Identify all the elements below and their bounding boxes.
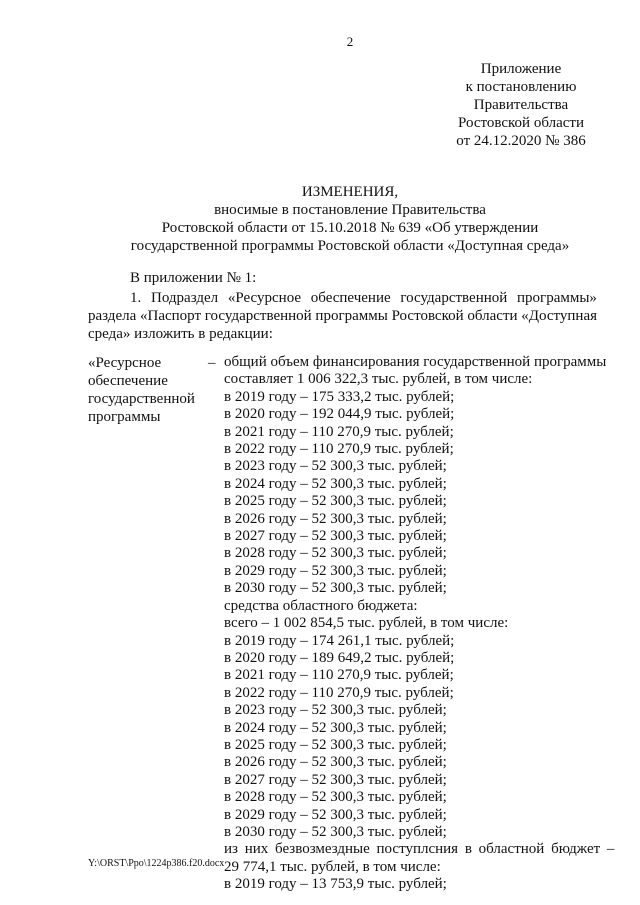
year-line: в 2021 году – 110 270,9 тыс. рублей;: [224, 667, 454, 684]
grants-line: 29 774,1 тыс. рублей, в том числе:: [224, 858, 441, 875]
year-line: в 2022 году – 110 270,9 тыс. рублей;: [224, 684, 454, 701]
resource-label-line: государственной: [88, 391, 195, 407]
year-line: в 2023 году – 52 300,3 тыс. рублей;: [224, 458, 447, 475]
resource-label: [88, 354, 208, 426]
file-path-footer: Y:\ORST\Ppo\1224p386.f20.docx: [88, 858, 225, 869]
appendix-line: Ростовской области: [458, 115, 584, 131]
year-line: в 2021 году – 110 270,9 тыс. рублей;: [224, 423, 454, 440]
item-1-paragraph: [88, 289, 612, 343]
year-line: в 2029 году – 52 300,3 тыс. рублей;: [224, 562, 447, 579]
grants-line: из них безвозмездные поступлсния в областной бюджет –: [224, 841, 615, 858]
appendix-line: Приложение: [480, 61, 562, 77]
total-funding-line: общий объем финансирования государственной программы: [224, 354, 607, 370]
appendix-line: от 24.12.2020 № 386: [456, 133, 586, 149]
year-line: в 2029 году – 52 300,3 тыс. рублей;: [224, 806, 447, 823]
year-line: в 2019 году – 174 261,1 тыс. рублей;: [224, 632, 455, 649]
year-line: в 2023 году – 52 300,3 тыс. рублей;: [224, 702, 447, 719]
appendix-line: к постановлению: [465, 79, 577, 95]
year-line: в 2022 году – 110 270,9 тыс. рублей;: [224, 441, 454, 458]
title-heading: ИЗМЕНЕНИЯ,: [301, 184, 399, 200]
year-line: в 2019 году – 13 753,9 тыс. рублей;: [224, 876, 447, 893]
appendix-reference: [440, 60, 602, 150]
year-line: в 2027 году – 52 300,3 тыс. рублей;: [224, 771, 447, 788]
resource-label-line: обеспечение: [88, 373, 168, 389]
page-number: 2: [346, 34, 354, 49]
year-line: в 2025 году – 52 300,3 тыс. рублей;: [224, 736, 447, 753]
title-line: Ростовской области от 15.10.2018 № 639 «Об утверждении: [161, 220, 539, 236]
item-1-line: 1. Подраздел «Ресурсное обеспечение государственной программы»: [130, 290, 597, 306]
year-line: в 2019 году – 175 333,2 тыс. рублей;: [224, 388, 455, 405]
intro-paragraph: В приложении № 1:: [130, 270, 257, 286]
year-line: в 2027 году – 52 300,3 тыс. рублей;: [224, 528, 447, 545]
resource-label-line: программы: [88, 409, 161, 425]
year-line: в 2020 году – 192 044,9 тыс. рублей;: [224, 406, 455, 423]
year-line: в 2028 году – 52 300,3 тыс. рублей;: [224, 789, 447, 806]
year-line: в 2028 году – 52 300,3 тыс. рублей;: [224, 545, 447, 562]
item-1-line: раздела «Паспорт государственной программы Ростовской области «Доступная: [88, 308, 598, 324]
year-line: в 2024 году – 52 300,3 тыс. рублей;: [224, 719, 447, 736]
year-line: в 2025 году – 52 300,3 тыс. рублей;: [224, 493, 447, 510]
document-title: [100, 183, 600, 255]
year-line: в 2030 году – 52 300,3 тыс. рублей;: [224, 580, 447, 597]
year-line: в 2020 году – 189 649,2 тыс. рублей;: [224, 649, 455, 666]
year-line: в 2026 году – 52 300,3 тыс. рублей;: [224, 754, 447, 771]
regional-budget-heading: средства областного бюджета:: [224, 597, 418, 614]
item-1-line: среда» изложить в редакции:: [88, 326, 273, 342]
label-dash: –: [208, 355, 216, 371]
title-line: вносимые в постановление Правительства: [214, 202, 486, 218]
year-line: в 2030 году – 52 300,3 тыс. рублей;: [224, 823, 447, 840]
resource-details: [224, 354, 615, 894]
appendix-line: Правительства: [473, 97, 569, 113]
year-line: в 2026 году – 52 300,3 тыс. рублей;: [224, 510, 447, 527]
year-line: в 2024 году – 52 300,3 тыс. рублей;: [224, 475, 447, 492]
regional-budget-total: всего – 1 002 854,5 тыс. рублей, в том числе:: [224, 615, 509, 632]
title-line: государственной программы Ростовской области «Доступная среда»: [130, 238, 570, 254]
resource-label-line: «Ресурсное: [88, 355, 162, 371]
total-funding-line: составляет 1 006 322,3 тыс. рублей, в том числе:: [224, 371, 533, 388]
